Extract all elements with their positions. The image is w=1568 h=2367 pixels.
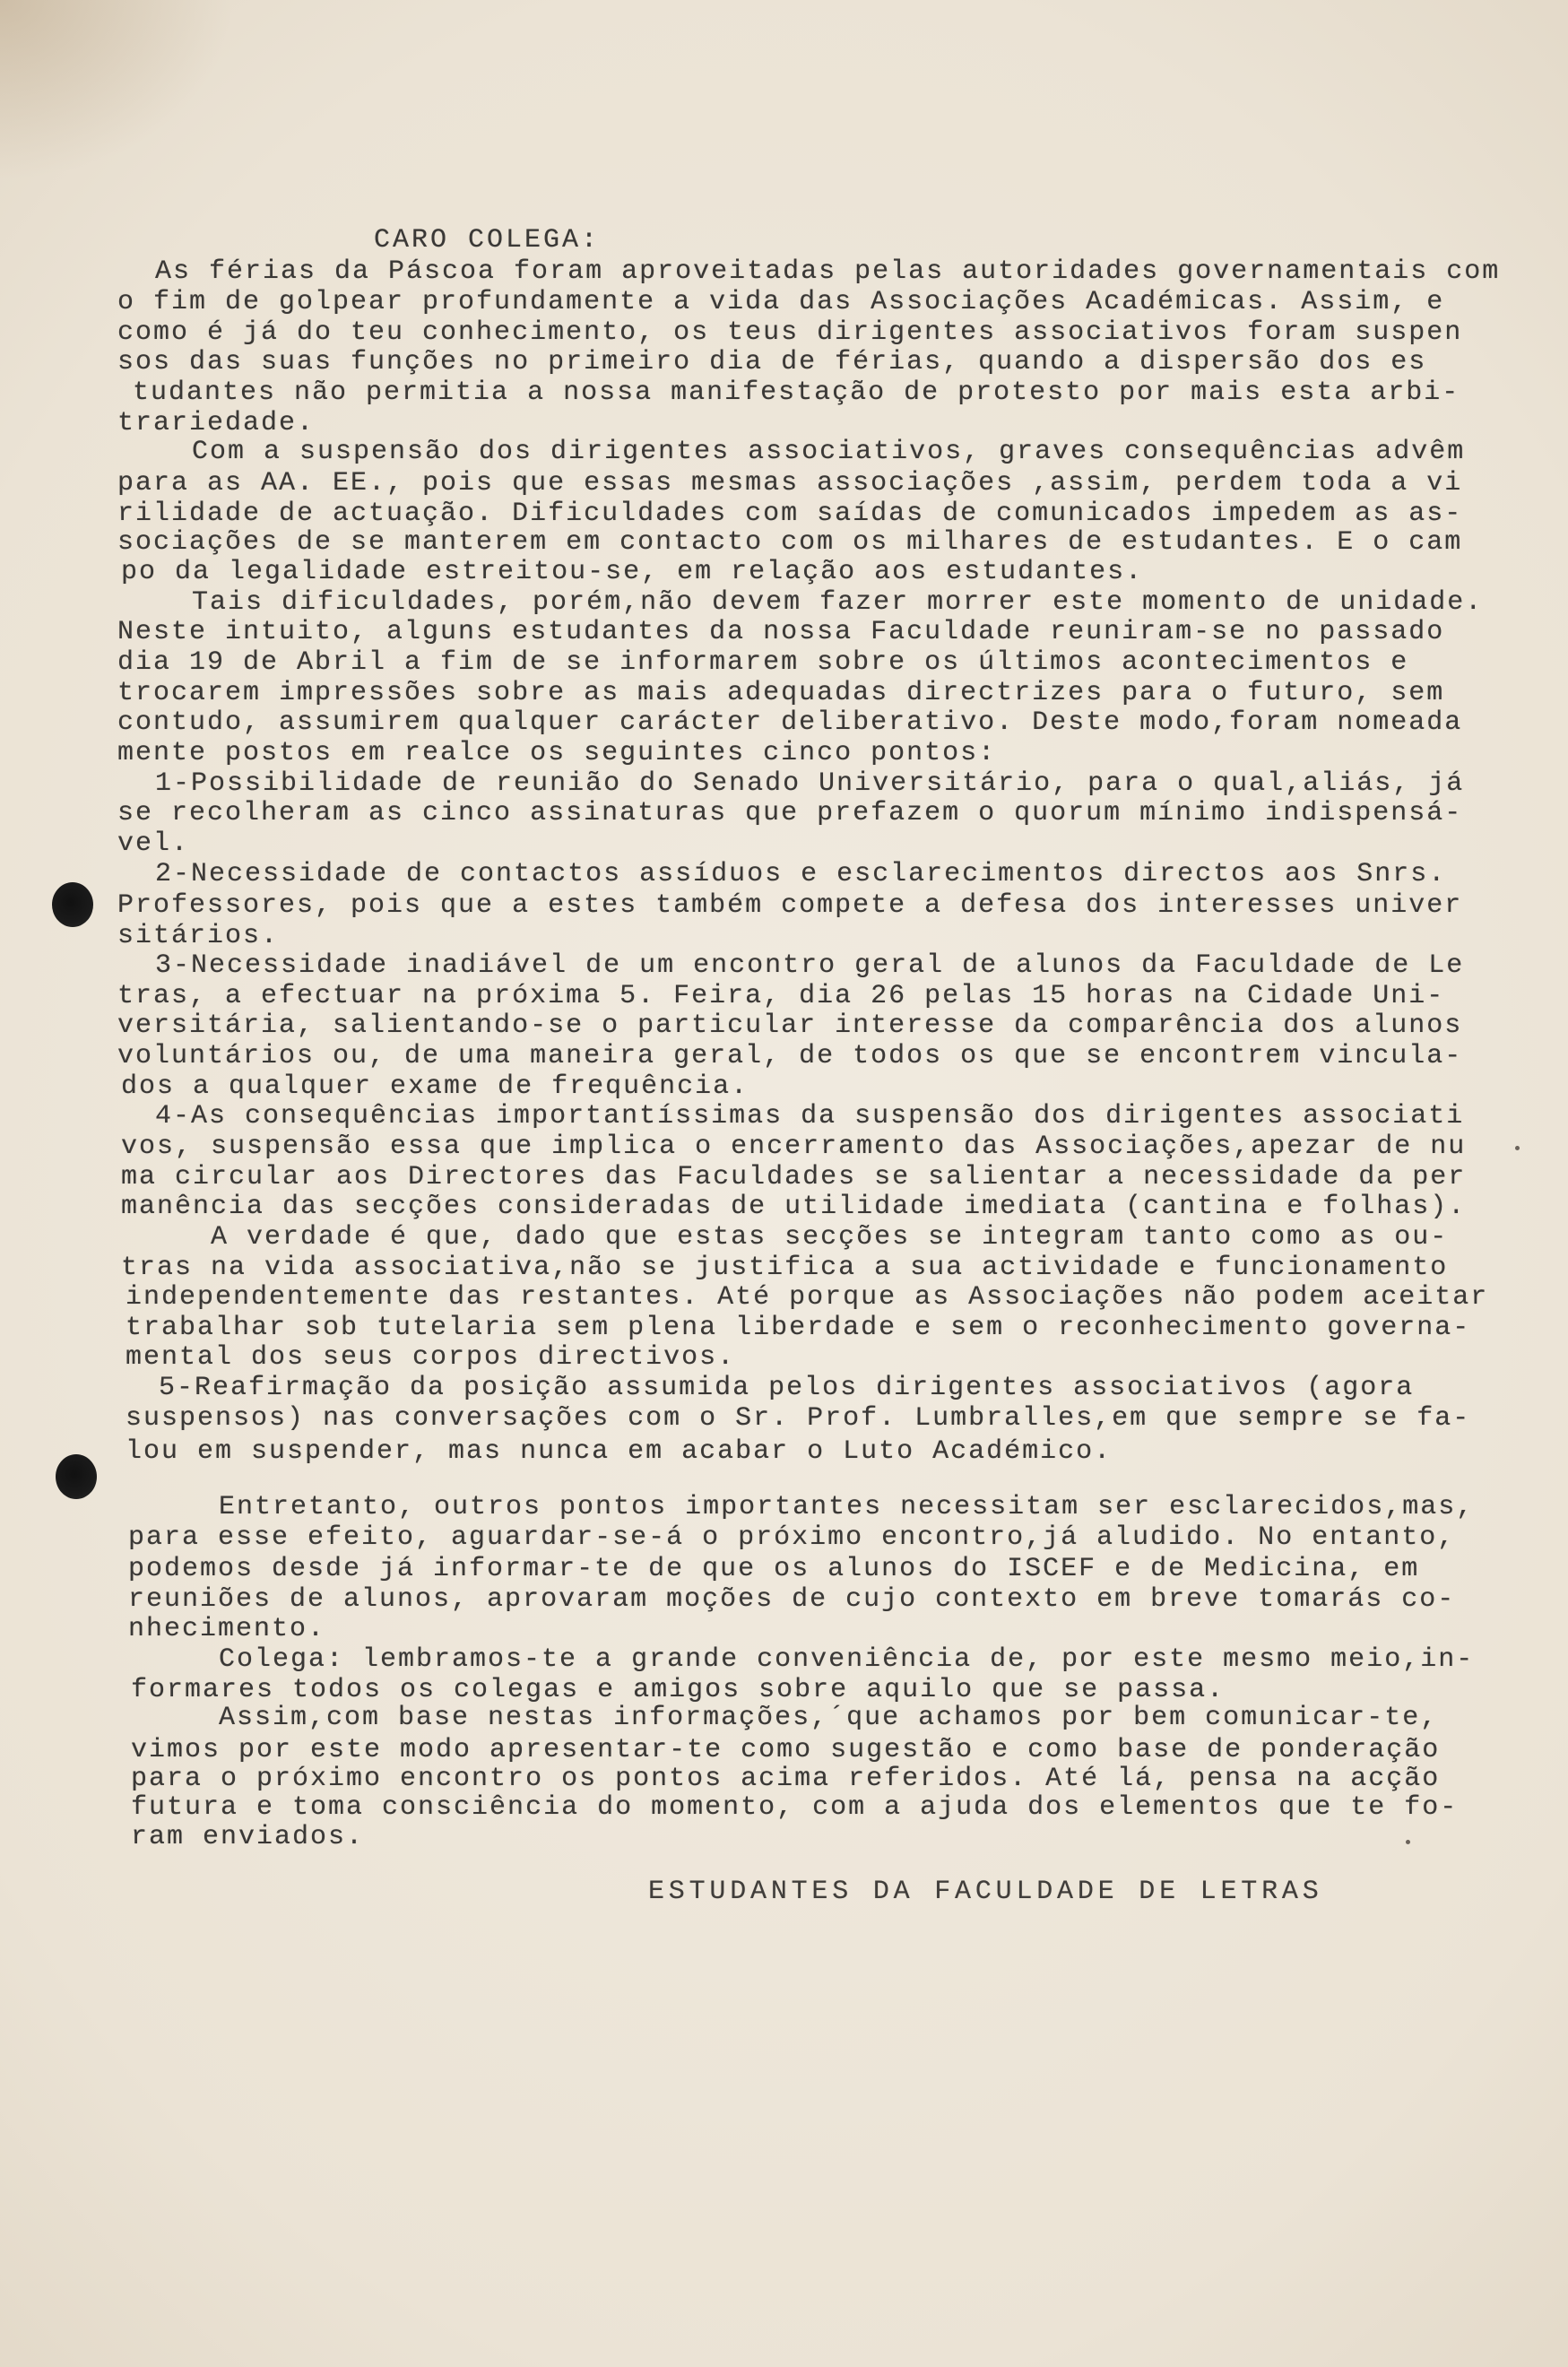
text-line: 3-Necessidade inadiável de um encontro geral de alunos da Faculdade de Le [155, 950, 1465, 981]
text-line: Tais dificuldades, porém,não devem fazer morrer este momento de unidade. [192, 587, 1484, 618]
text-line: As férias da Páscoa foram aproveitadas pelas autoridades governamentais com [155, 256, 1501, 287]
text-line: ma circular aos Directores das Faculdades se salientar a necessidade da per [121, 1162, 1467, 1192]
text-line: rilidade de actuação. Dificuldades com saídas de comunicados impedem as as- [117, 499, 1463, 529]
text-line: manência das secções consideradas de utilidade imediata (cantina e folhas). [121, 1192, 1467, 1222]
text-line: sitários. [117, 921, 280, 951]
salutation: CARO COLEGA: [374, 225, 601, 256]
text-line: dia 19 de Abril a fim de se informarem sobre os últimos acontecimentos e [117, 647, 1409, 678]
text-line: po da legalidade estreitou-se, em relação aos estudantes. [121, 557, 1144, 587]
text-line: ram enviados. [131, 1822, 365, 1852]
punch-hole-top [52, 882, 93, 927]
text-line: mental dos seus corpos directivos. [126, 1342, 736, 1373]
text-line: para as AA. EE., pois que essas mesmas associações ,assim, perdem toda a vi [117, 468, 1463, 499]
text-line: trabalhar sob tutelaria sem plena liberdade e sem o reconhecimento governa- [126, 1313, 1471, 1343]
text-line: 5-Reafirmação da posição assumida pelos dirigentes associativos (agora [159, 1373, 1415, 1403]
text-line: futura e toma consciência do momento, com a ajuda dos elementos que te fo- [131, 1792, 1459, 1823]
text-line: mente postos em realce os seguintes cinco pontos: [117, 738, 997, 768]
text-line: suspensos) nas conversações com o Sr. Prof. Lumbralles,em que sempre se fa- [126, 1403, 1471, 1434]
text-line: Neste intuito, alguns estudantes da nossa Faculdade reuniram-se no passado [117, 617, 1445, 647]
text-line: para esse efeito, aguardar-se-á o próximo encontro,já aludido. No entanto, [128, 1522, 1456, 1553]
text-line: o fim de golpear profundamente a vida das Associações Académicas. Assim, e [117, 287, 1445, 317]
text-line: trocarem impressões sobre as mais adequadas directrizes para o futuro, sem [117, 678, 1445, 708]
text-line: Professores, pois que a estes também compete a defesa dos interesses univer [117, 890, 1463, 921]
text-line: vimos por este modo apresentar-te como sugestão e como base de ponderação [131, 1735, 1441, 1765]
text-line: dos a qualquer exame de frequência. [121, 1071, 749, 1102]
text-line: reuniões de alunos, aprovaram moções de cujo contexto em breve tomarás co- [128, 1584, 1456, 1615]
text-line: Colega: lembramos-te a grande conveniência de, por este mesmo meio,in- [219, 1644, 1475, 1675]
text-line: versitária, salientando-se o particular interesse da comparência dos alunos [117, 1010, 1463, 1041]
punch-hole-bottom [56, 1454, 97, 1499]
text-line: para o próximo encontro os pontos acima referidos. Até lá, pensa na acção [131, 1764, 1441, 1794]
text-line: podemos desde já informar-te de que os alunos do ISCEF e de Medicina, em [128, 1554, 1420, 1584]
text-line: contudo, assumirem qualquer carácter deliberativo. Deste modo,foram nomeada [117, 707, 1463, 738]
text-line: formares todos os colegas e amigos sobre aquilo que se passa. [131, 1675, 1226, 1705]
text-line: 4-As consequências importantíssimas da suspensão dos dirigentes associati [155, 1101, 1465, 1131]
text-line: sociações de se manterem em contacto com os milhares de estudantes. E o cam [117, 527, 1463, 558]
text-line: nhecimento. [128, 1614, 326, 1644]
text-line: como é já do teu conhecimento, os teus dirigentes associativos foram suspen [117, 317, 1463, 348]
text-line: se recolheram as cinco assinaturas que prefazem o quorum mínimo indispensá- [117, 798, 1463, 828]
text-line: Assim,com base nestas informações,´que achamos por bem comunicar-te, [219, 1703, 1439, 1733]
text-line: lou em suspender, mas nunca em acabar o Luto Académico. [126, 1436, 1113, 1467]
text-line: tras, a efectuar na próxima 5. Feira, dia 26 pelas 15 horas na Cidade Uni- [117, 981, 1445, 1011]
text-line: 1-Possibilidade de reunião do Senado Universitário, para o qual,aliás, já [155, 768, 1465, 799]
ink-speck [1406, 1840, 1410, 1844]
text-line: sos das suas funções no primeiro dia de férias, quando a dispersão dos es [117, 347, 1427, 377]
signature: ESTUDANTES DA FACULDADE DE LETRAS [648, 1877, 1323, 1907]
text-line: tras na vida associativa,não se justifica a sua actividade e funcionamento [121, 1253, 1449, 1283]
text-line: A verdade é que, dado que estas secções se integram tanto como as ou- [211, 1222, 1449, 1253]
text-line: Com a suspensão dos dirigentes associativos, graves consequências advêm [192, 437, 1466, 467]
text-line: vel. [117, 828, 190, 859]
ink-speck [1515, 1146, 1520, 1150]
text-line: vos, suspensão essa que implica o encerramento das Associações,apezar de nu [121, 1131, 1467, 1162]
text-line: Entretanto, outros pontos importantes necessitam ser esclarecidos,mas, [219, 1492, 1475, 1522]
text-line: tudantes não permitia a nossa manifestação de protesto por mais esta arbi- [133, 377, 1460, 408]
text-line: independentemente das restantes. Até porque as Associações não podem aceitar [126, 1282, 1489, 1313]
text-line: voluntários ou, de uma maneira geral, de todos os que se encontrem vincula- [117, 1041, 1463, 1071]
text-line: 2-Necessidade de contactos assíduos e esclarecimentos directos aos Snrs. [155, 859, 1447, 889]
text-line: trariedade. [117, 408, 316, 438]
